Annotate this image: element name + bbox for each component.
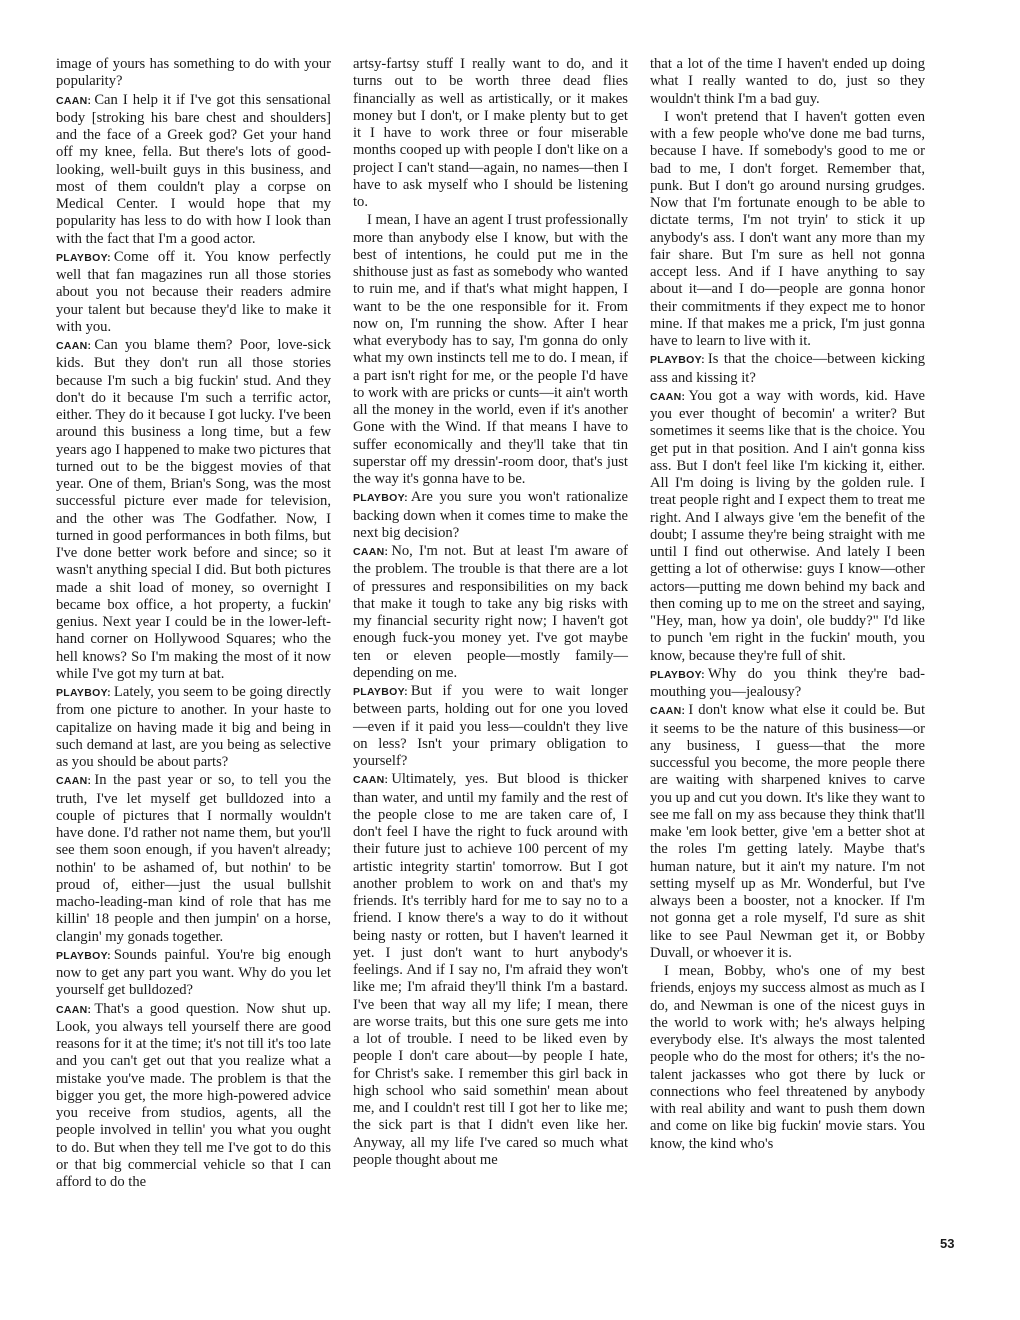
paragraph-text: No, I'm not. But at least I'm aware of the problem. The trouble is that there are a lot of pressures and responsibilities on my back that make it tough to take any big risks with my financial security right now; I haven't got enough fuck-you money yet. I've got maybe ten or eleven people—mostly family—depending on me. <box>353 543 628 681</box>
paragraph-text: artsy-fartsy stuff I really want to do, and it turns out to be worth three dead flies financially as well as artistically, or it makes money but I don't, or I make plenty but to get it I have to work three or four miserable months cooped up with people I don't like on a project I can't stand—again, no names—then I have to ask myself who I should be listening to. <box>353 56 628 210</box>
speaker-label: CAAN: <box>650 390 686 403</box>
paragraph-text: That's a good question. Now shut up. Look, you always tell yourself there are good reasons for it at the time; it's not till it's too late and you can't get out that you realize what a mistake you've made. The problem is that the bigger you get, the more high-powered advice you receive from studios, agents, all the people involved in tellin' you what you ought to do. But when they tell me I've got to do this or that big commercial vehicle so that I can afford to do the <box>56 1000 331 1190</box>
paragraph-text: Sounds painful. You're big enough now to get any part you want. Why do you let yourself get bulldozed? <box>56 946 331 999</box>
paragraph <box>353 771 628 1169</box>
speaker-label: CAAN: <box>56 340 92 352</box>
paragraph-text: Ultimately, yes. But blood is thicker than water, and until my family and the rest of the people close to me are taken care of, I don't feel I have the right to fuck around with their future just to achieve 100 percent of my artistic integrity startin' tomorrow. But I got another problem to work on and that's my friends. It's terribly hard for me to say no to a friend. I know there's a way to do it without being nasty or rotten, but I haven't learned it yet. I just don't want to hurt anybody's feelings. And if I say no, I'm afraid they won't like me; I'm afraid they'll think I'm a bastard. I've been that way all my life; I mean, there are worse traits, but this one sure gets me into a lot of trouble. I need to be liked even by people I don't care about—by people I hate, for Christ's sake. I remember this girl back in high school who said somethin' mean about me, and I couldn't rest till I got her to like me; the sick part is that I didn't even like her. Anyway, all my life I've cared so much what people thought about me <box>353 771 628 1168</box>
paragraph <box>56 1001 331 1192</box>
paragraph-text: Can you blame them? Poor, love-sick kids. But they don't run all those stories because I'm such a big fuckin' stud. And they don't do it because I'm such a terrific actor, either. They do it because I got lucky. I've been around this business a long time, but a few years ago I happened to make two pictures that turned out to be the biggest movies of that year. One of them, Brian's Song, was the most successful picture ever made for television, and the other was The Godfather. Now, I turned in good performances in both films, but I've done better work before and since; so it wasn't anything special I did. But both pictures made a shit load of money, so overnight I became box office, a hot property, a fuckin' genius. Next year I could be in the lower-left-hand corner on Hollywood Squares; who the hell knows? So I'm making the most of it now while I've got my turn at bat. <box>56 337 331 682</box>
paragraph <box>56 92 331 248</box>
paragraph <box>353 212 628 488</box>
paragraph <box>650 56 925 108</box>
paragraph <box>353 56 628 211</box>
speaker-label: PLAYBOY: <box>650 354 705 367</box>
page-number: 53 <box>940 1236 955 1251</box>
column-1 <box>56 56 331 1192</box>
column-3 <box>650 56 925 1154</box>
speaker-label: CAAN: <box>56 94 92 107</box>
paragraph <box>56 772 331 946</box>
paragraph-text: Why do you think they're bad-mouthing you—jealousy? <box>650 665 925 700</box>
paragraph-text: In the past year or so, to tell you the truth, I've let myself get bulldozed into a couple of pictures that I normally wouldn't have done. I'd rather not name them, but you'll see them soon enough, if you haven't already; nothin' to be ashamed of, but nothin' to be proud of, either—just the usual bullshit macho-leading-man kind of role that has me killin' 18 people and then jumpin' on a horse, clangin' my gonads together. <box>56 772 331 945</box>
paragraph-text: Lately, you seem to be going directly from one picture to another. In your haste to capitalize on having made it big and being in such demand at last, are you being as selective as you should be about parts? <box>56 684 331 770</box>
paragraph <box>650 702 925 962</box>
speaker-label: PLAYBOY: <box>56 251 111 264</box>
paragraph <box>650 109 925 351</box>
paragraph-text: Come off it. You know perfectly well that fan magazines run all those stories about you not because their readers admire your talent but because they'd like to make it with you. <box>56 248 331 335</box>
speaker-label: CAAN: <box>353 774 389 787</box>
paragraph-text: that a lot of the time I haven't ended up doing what I really wanted to do, just so they wouldn't think I'm a bad guy. <box>650 56 925 107</box>
paragraph-text: You got a way with words, kid. Have you ever thought of becomin' a writer? But sometimes it seems like that is the choice. You get put in that position. And I ain't gonna kiss ass. But I don't feel like I'm kicking it, either. All I'm doing is living by the golden rule. I treat people right and I expect them to treat me right. And I always give 'em the benefit of the doubt; I assume they're being straight with me until I find out otherwise. And lately I been getting a lot of otherwise: guys I know—other actors—putting me down behind my back and then coming up to me on the street and saying, "Hey, man, how ya doin', ole buddy?" I'd like to punch 'em right in the fuckin' mouth, you know, because they're full of shit. <box>650 387 925 664</box>
paragraph-text: Is that the choice—between kicking ass and kissing it? <box>650 351 925 386</box>
speaker-label: PLAYBOY: <box>353 492 408 505</box>
paragraph-text: Are you sure you won't rationalize backing down when it comes time to make the next big decision? <box>353 489 628 541</box>
paragraph-text: I mean, I have an agent I trust professionally more than anybody else I know, but with the best of intentions, he could put me in the shithouse just as fast as somebody who wanted to ruin me, and if that's what might happen, I want to be the one responsible for it. From now on, I'm running the show. After I hear what everybody has to say, I'm gonna do only what my own instincts tell me to do. I mean, if a part isn't right for me, or the people I'd have to work with are pricks or cunts—it ain't worth all the money in the world, even if it's another Gone with the Wind. If that means I have to suffer economically and they'll take that tin superstar off my dressin'-room door, that's just the way it's gonna have to be. <box>353 212 628 487</box>
speaker-label: CAAN: <box>56 1003 92 1016</box>
speaker-label: CAAN: <box>56 775 92 788</box>
paragraph-text: Can I help it if I've got this sensational body [stroking his bare chest and shoulders] and the face of a Greek god? Get your hand off my knee, fella. But there's lots of good-looking, well-built guys in this business, and most of them couldn't play a corpse on Medical Center. I would hope that my popularity has less to do with how I look than with the fact that I'm a good actor. <box>56 91 331 247</box>
column-2 <box>353 56 628 1170</box>
speaker-label: PLAYBOY: <box>56 687 111 699</box>
paragraph-text: I mean, Bobby, who's one of my best friends, enjoys my success almost as much as I do, and Newman is one of the nicest guys in the world to work with; he's always helping everybody else. It's always the most talented people who do the most for others; it's the no-talent jackasses who got there by luck or connections who feel threatened by anybody with real ability and want to push them down and come on like big fuckin' movie stars. You know, the kind who's <box>650 963 925 1152</box>
paragraph <box>650 351 925 387</box>
speaker-label: CAAN: <box>353 546 389 558</box>
speaker-label: CAAN: <box>650 705 686 718</box>
paragraph <box>650 666 925 702</box>
paragraph-text: I won't pretend that I haven't gotten even with a few people who've done me bad turns, because I have. If somebody's good to me or bad to me, I don't forget. Remember that, punk. But I don't go around nursing grudges. Now that I'm fortunate enough to be able to dictate terms, I'm not tryin' to stick it up anybody's ass. I don't want any more than my fair share. But I'm sure as hell not gonna accept less. And if I have anything to say about it—and I do—people are gonna honor their commitments if they expect me to honor mine. If that makes me a prick, I'm just gonna have to learn to live with it. <box>650 108 925 349</box>
speaker-label: PLAYBOY: <box>353 686 408 698</box>
paragraph-text: But if you were to wait longer between parts, holding out for one you loved—even if it paid you less—couldn't they live on less? Isn't your primary obligation to yourself? <box>353 683 628 769</box>
paragraph-text: image of yours has something to do with your popularity? <box>56 56 331 90</box>
paragraph <box>650 963 925 1153</box>
paragraph-text: I don't know what else it could be. But it seems to be the nature of this business—or any business, I guess—that the more successful you become, the more people there are waiting with sharpened knives to carve you up and cut you down. It's like they want to see me fall on my ass because they think that'll make 'em look better, give 'em a better shot at the roles I'm getting lately. Maybe that's human nature, but it ain't my nature. I'm not setting myself up as Mr. Wonderful, but I've always been a booster, not a knocker. If I'm not gonna get a role myself, I'd sure as shit like to see Paul Newman get it, or Bobby Duvall, or whoever it is. <box>650 702 925 961</box>
paragraph <box>650 388 925 665</box>
paragraph <box>56 684 331 771</box>
paragraph <box>353 543 628 682</box>
paragraph <box>56 947 331 1000</box>
paragraph <box>56 56 331 91</box>
paragraph <box>353 489 628 542</box>
speaker-label: PLAYBOY: <box>56 949 111 962</box>
speaker-label: PLAYBOY: <box>650 668 705 681</box>
paragraph <box>56 249 331 336</box>
paragraph <box>56 337 331 683</box>
paragraph <box>353 683 628 770</box>
